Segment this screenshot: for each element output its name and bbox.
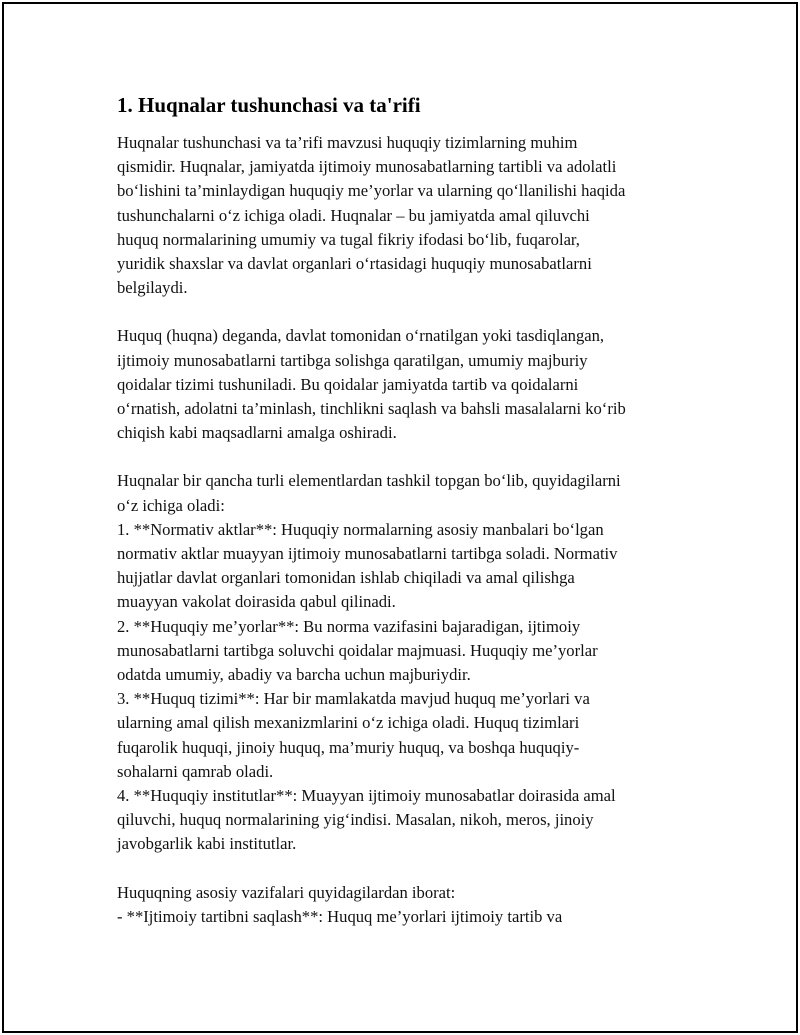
text-line: qiluvchi, huquq normalarining yig‘indisi. Masalan, nikoh, meros, jinoiy <box>117 810 594 830</box>
text-line: hujjatlar davlat organlari tomonidan ishlab chiqiladi va amal qilishga <box>117 568 575 588</box>
section-heading: 1. Huqnalar tushunchasi va ta'rifi <box>117 93 421 117</box>
text-line: Huquq (huqna) deganda, davlat tomonidan o‘rnatilgan yoki tasdiqlangan, <box>117 326 605 346</box>
paragraphs-container <box>117 131 697 929</box>
text-line: muayyan vakolat doirasida qabul qilinadi. <box>117 592 396 612</box>
text-line: o‘rnatish, adolatni ta’minlash, tinchlikni saqlash va bahsli masalalarni ko‘rib <box>117 399 626 419</box>
text-line: sohalarni qamrab oladi. <box>117 761 274 781</box>
text-line: Huqnalar bir qancha turli elementlardan tashkil topgan bo‘lib, quyidagilarni <box>117 471 621 491</box>
paragraph <box>117 324 697 445</box>
text-line: odatda umumiy, abadiy va barcha uchun majburiydir. <box>117 665 471 685</box>
text-line: chiqish kabi maqsadlarni amalga oshiradi. <box>117 423 397 443</box>
text-line: munosabatlarni tartibga soluvchi qoidalar majmuasi. Huquqiy me’yorlar <box>117 640 598 660</box>
paragraph <box>117 131 697 300</box>
text-line: bo‘lishini ta’minlaydigan huquqiy me’yorlar va ularning qo‘llanilishi haqida <box>117 181 626 201</box>
text-line: huquq normalarining umumiy va tugal fikriy ifodasi bo‘lib, fuqarolar, <box>117 229 580 249</box>
text-line: normativ aktlar muayyan ijtimoiy munosabatlarni tartibga soladi. Normativ <box>117 544 618 564</box>
text-line: yuridik shaxslar va davlat organlari o‘rtasidagi huquqiy munosabatlarni <box>117 254 592 274</box>
text-line: ularning amal qilish mexanizmlarini o‘z ichiga oladi. Huquq tizimlari <box>117 713 580 733</box>
text-line: Huquqning asosiy vazifalari quyidagilardan iborat: <box>117 882 456 902</box>
text-line: javobgarlik kabi institutlar. <box>117 834 297 854</box>
text-line: qoidalar tizimi tushuniladi. Bu qoidalar jamiyatda tartib va qoidalarni <box>117 374 579 394</box>
text-line: o‘z ichiga oladi: <box>117 495 225 515</box>
text-line: 3. **Huquq tizimi**: Har bir mamlakatda mavjud huquq me’yorlari va <box>117 689 590 709</box>
text-line: qismidir. Huqnalar, jamiyatda ijtimoiy munosabatlarning tartibli va adolatli <box>117 157 617 177</box>
paragraph <box>117 881 697 929</box>
text-line: 4. **Huquqiy institutlar**: Muayyan ijtimoiy munosabatlar doirasida amal <box>117 786 616 806</box>
text-line: fuqarolik huquqi, jinoiy huquq, ma’muriy huquq, va boshqa huquqiy- <box>117 737 580 757</box>
text-line: belgilaydi. <box>117 278 188 298</box>
text-line: ijtimoiy munosabatlarni tartibga solishga qaratilgan, umumiy majburiy <box>117 350 588 370</box>
text-line: tushunchalarni o‘z ichiga oladi. Huqnalar – bu jamiyatda amal qiluvchi <box>117 205 590 225</box>
text-line: 1. **Normativ aktlar**: Huquqiy normalarning asosiy manbalari bo‘lgan <box>117 519 604 539</box>
text-line: - **Ijtimoiy tartibni saqlash**: Huquq me’yorlari ijtimoiy tartib va <box>117 906 563 926</box>
paragraph <box>117 469 697 856</box>
text-line: 2. **Huquqiy me’yorlar**: Bu norma vazifasini bajaradigan, ijtimoiy <box>117 616 581 636</box>
document-body <box>117 91 697 953</box>
text-line: Huqnalar tushunchasi va ta’rifi mavzusi huquqiy tizimlarning muhim <box>117 133 578 152</box>
